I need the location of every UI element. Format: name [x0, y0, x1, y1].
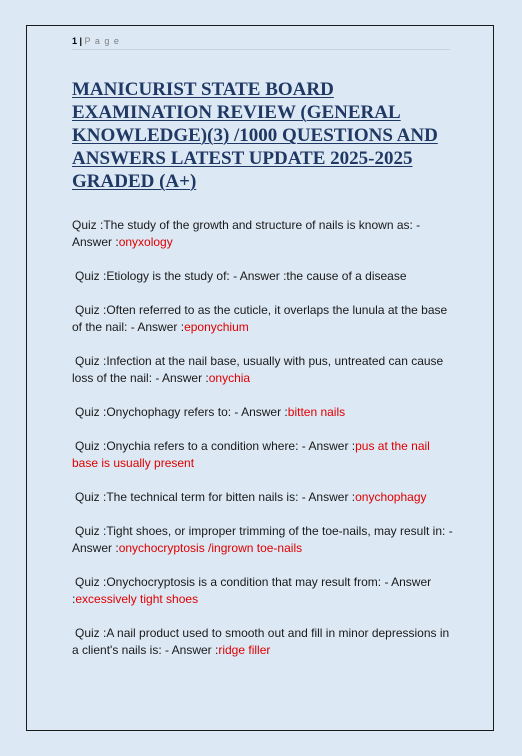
- qa-item: [72, 353, 456, 387]
- answer-text: ridge filler: [218, 643, 271, 657]
- qa-item: [72, 217, 456, 251]
- question-text: Quiz :Onychocryptosis is a condition that may result from: - Answer :: [72, 575, 432, 606]
- qa-item: [72, 574, 456, 608]
- answer-text: onychia: [208, 371, 251, 385]
- answer-text: bitten nails: [287, 405, 346, 419]
- header-separator: |: [77, 36, 85, 46]
- question-text: Quiz :A nail product used to smooth out and fill in minor depressions in a client's nails is: - Answer :: [72, 626, 450, 657]
- qa-item: [72, 302, 456, 336]
- question-text: Quiz :Infection at the nail base, usually with pus, untreated can cause loss of the nail: - Answer :: [72, 354, 444, 385]
- answer-text: eponychium: [184, 320, 249, 334]
- answer-text: onyxology: [118, 235, 173, 249]
- answer-text: pus at the nail base is usually present: [72, 439, 430, 470]
- qa-item: [72, 268, 456, 285]
- question-text: Quiz :Onychia refers to a condition where: - Answer :: [75, 439, 356, 453]
- question-text: Quiz :The technical term for bitten nails is: - Answer :: [75, 490, 356, 504]
- qa-item: [72, 625, 456, 659]
- qa-item: [72, 523, 456, 557]
- page-label: P a g e: [84, 36, 120, 46]
- document-title: MANICURIST STATE BOARD EXAMINATION REVIEW (GENERAL KNOWLEDGE)(3) /1000 QUESTIONS AND ANSWERS LATEST UPDATE 2025-2025 GRADED (A+): [72, 79, 438, 192]
- question-text: Quiz :The study of the growth and structure of nails is known as: - Answer :: [72, 218, 421, 249]
- question-text: Quiz :Etiology is the study of: - Answer :the cause of a disease: [75, 269, 407, 283]
- answer-text: onychocryptosis /ingrown toe-nails: [118, 541, 303, 555]
- answer-text: excessively tight shoes: [75, 592, 199, 606]
- qa-item: [72, 438, 456, 472]
- qa-item: [72, 489, 456, 506]
- qa-list: [72, 217, 456, 676]
- question-text: Quiz :Often referred to as the cuticle, it overlaps the lunula at the base of the nail: - Answer :: [72, 303, 448, 334]
- question-text: Quiz :Tight shoes, or improper trimming of the toe-nails, may result in: - Answer :: [72, 524, 453, 555]
- page-header: [72, 36, 450, 50]
- page-number: 1: [72, 36, 78, 46]
- qa-item: [72, 404, 456, 421]
- answer-text: onychophagy: [355, 490, 427, 504]
- question-text: Quiz :Onychophagy refers to: - Answer :: [75, 405, 288, 419]
